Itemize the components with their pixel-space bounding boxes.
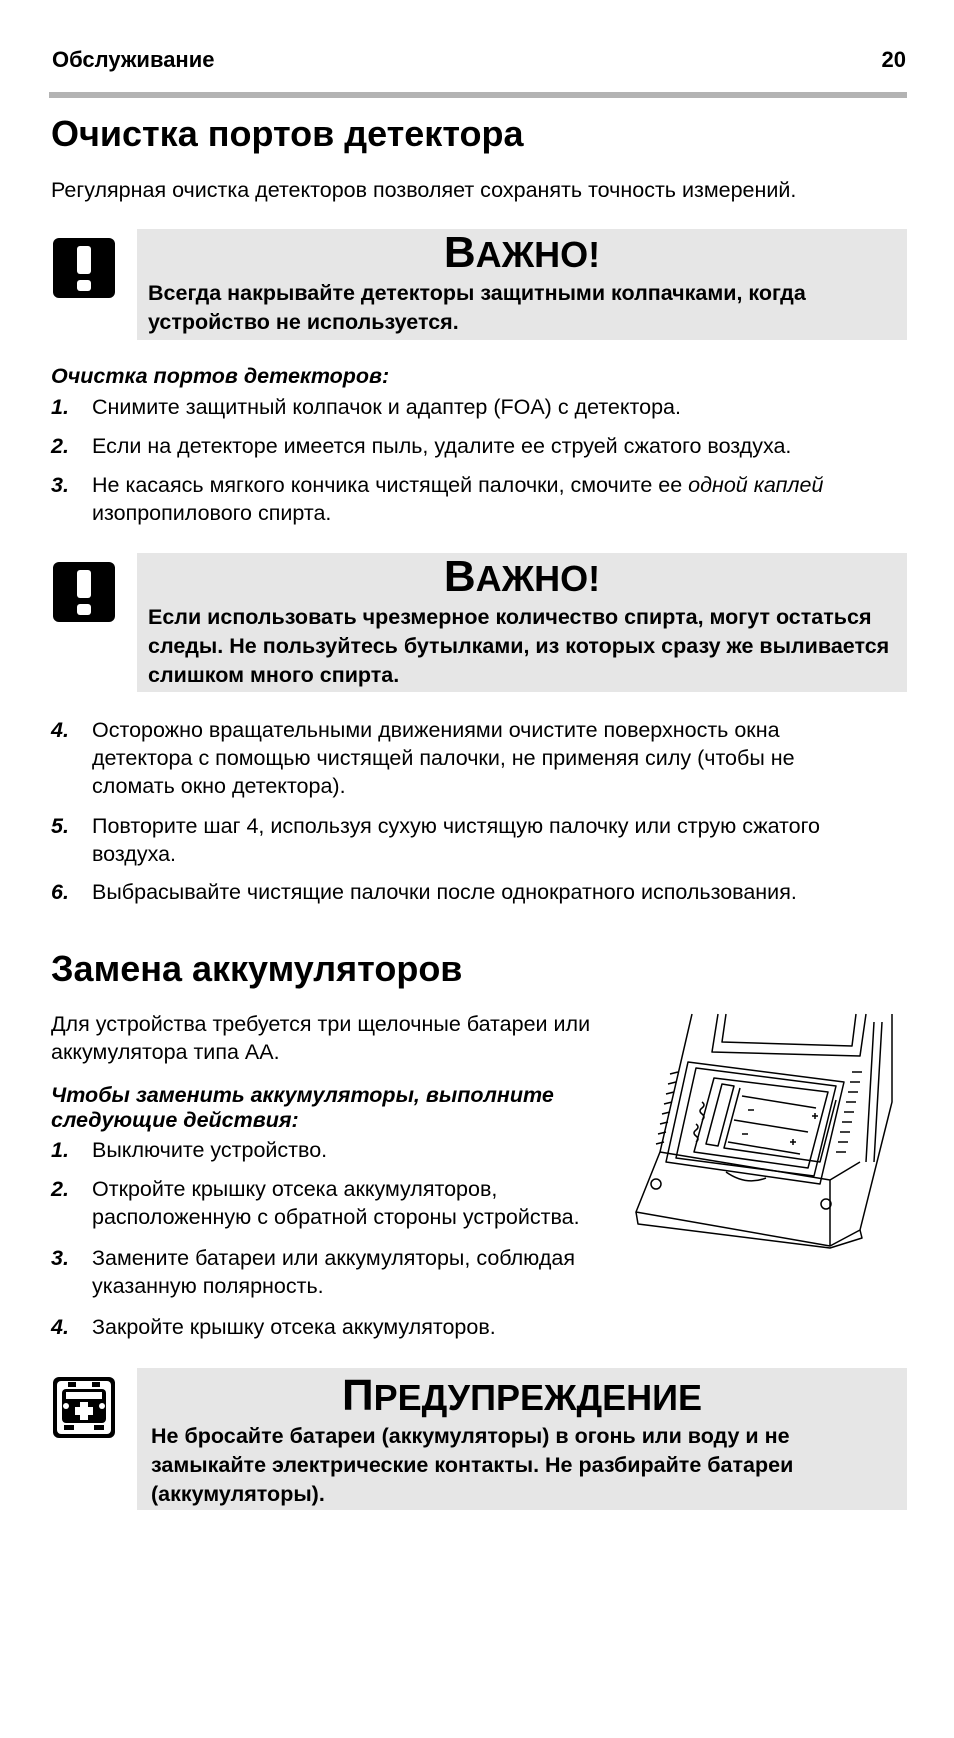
running-header: Обслуживание — [52, 47, 215, 72]
important-note-text: Всегда накрывайте детекторы защитными колпачками, когда устройство не используется. — [148, 281, 806, 334]
section-title-cleaning: Очистка портов детектора — [51, 113, 524, 154]
procedure-title: Очистка портов детекторов: — [51, 364, 390, 388]
list-item — [51, 1244, 641, 1300]
list-item — [51, 878, 871, 906]
important-note-text: Если использовать чрезмерное количество спирта, могут остаться следы. Не пользуйтесь бутылками, из которых сразу же выливается слишком много спирта. — [148, 605, 890, 687]
step-number: 4. — [51, 718, 69, 742]
step-number: 5. — [51, 814, 69, 838]
list-item — [51, 716, 871, 800]
list-item — [51, 812, 871, 868]
battery-compartment-illustration — [630, 1012, 895, 1250]
warning-note-title: ПРЕДУПРЕЖДЕНИЕ — [341, 1371, 703, 1420]
section-title-batteries: Замена аккумуляторов — [51, 948, 463, 989]
list-item — [51, 393, 871, 421]
ambulance-icon — [52, 1376, 116, 1439]
exclamation-icon — [52, 561, 116, 623]
step-text: Замените батареи или аккумуляторы, соблюдая указанную полярность. — [92, 1246, 575, 1298]
procedure-title: Чтобы заменить аккумуляторы, выполните следующие действия: — [51, 1083, 554, 1132]
list-item — [51, 1175, 641, 1231]
important-note-1 — [137, 229, 907, 340]
step-number: 3. — [51, 1246, 69, 1270]
step-text: Закройте крышку отсека аккумуляторов. — [92, 1315, 496, 1339]
step-number: 3. — [51, 473, 69, 497]
step-text: Снимите защитный колпачок и адаптер (FOA) с детектора. — [92, 395, 681, 419]
header-divider — [49, 92, 907, 98]
page-number: 20 — [881, 47, 906, 72]
step-text: Осторожно вращательными движениями очистите поверхность окна детектора с помощью чистящей палочки, не применяя силу (чтобы не сломать окно детектора). — [92, 718, 795, 798]
important-note-2 — [137, 553, 907, 692]
step-text: Выключите устройство. — [92, 1138, 328, 1162]
step-number: 4. — [51, 1315, 69, 1339]
list-item — [51, 1136, 641, 1164]
exclamation-icon — [52, 237, 116, 299]
important-note-title: ВАЖНО! — [443, 552, 601, 601]
step-text: Повторите шаг 4, используя сухую чистящую палочку или струю сжатого воздуха. — [92, 814, 820, 866]
step-number: 6. — [51, 880, 69, 904]
section-intro: Для устройства требуется три щелочные батареи или аккумулятора типа АА. — [51, 1012, 591, 1064]
list-item — [51, 471, 871, 527]
step-number: 2. — [51, 434, 69, 458]
step-number: 2. — [51, 1177, 69, 1201]
step-text: Не касаясь мягкого кончика чистящей палочки, смочите ее одной каплей изопропилового спирта. — [92, 473, 824, 525]
step-text: Если на детекторе имеется пыль, удалите ее струей сжатого воздуха. — [92, 434, 792, 458]
step-number: 1. — [51, 1138, 69, 1162]
warning-note — [137, 1368, 907, 1510]
step-number: 1. — [51, 395, 69, 419]
step-text: Выбрасывайте чистящие палочки после однократного использования. — [92, 880, 797, 904]
list-item — [51, 1313, 641, 1341]
important-note-title: ВАЖНО! — [443, 228, 601, 277]
list-item — [51, 432, 871, 460]
step-text: Откройте крышку отсека аккумуляторов, расположенную с обратной стороны устройства. — [92, 1177, 580, 1229]
warning-note-text: Не бросайте батареи (аккумуляторы) в огонь или воду и не замыкайте электрические контакты. Не разбирайте батареи (аккумуляторы). — [151, 1424, 794, 1506]
section-intro: Регулярная очистка детекторов позволяет сохранять точность измерений. — [51, 178, 797, 202]
